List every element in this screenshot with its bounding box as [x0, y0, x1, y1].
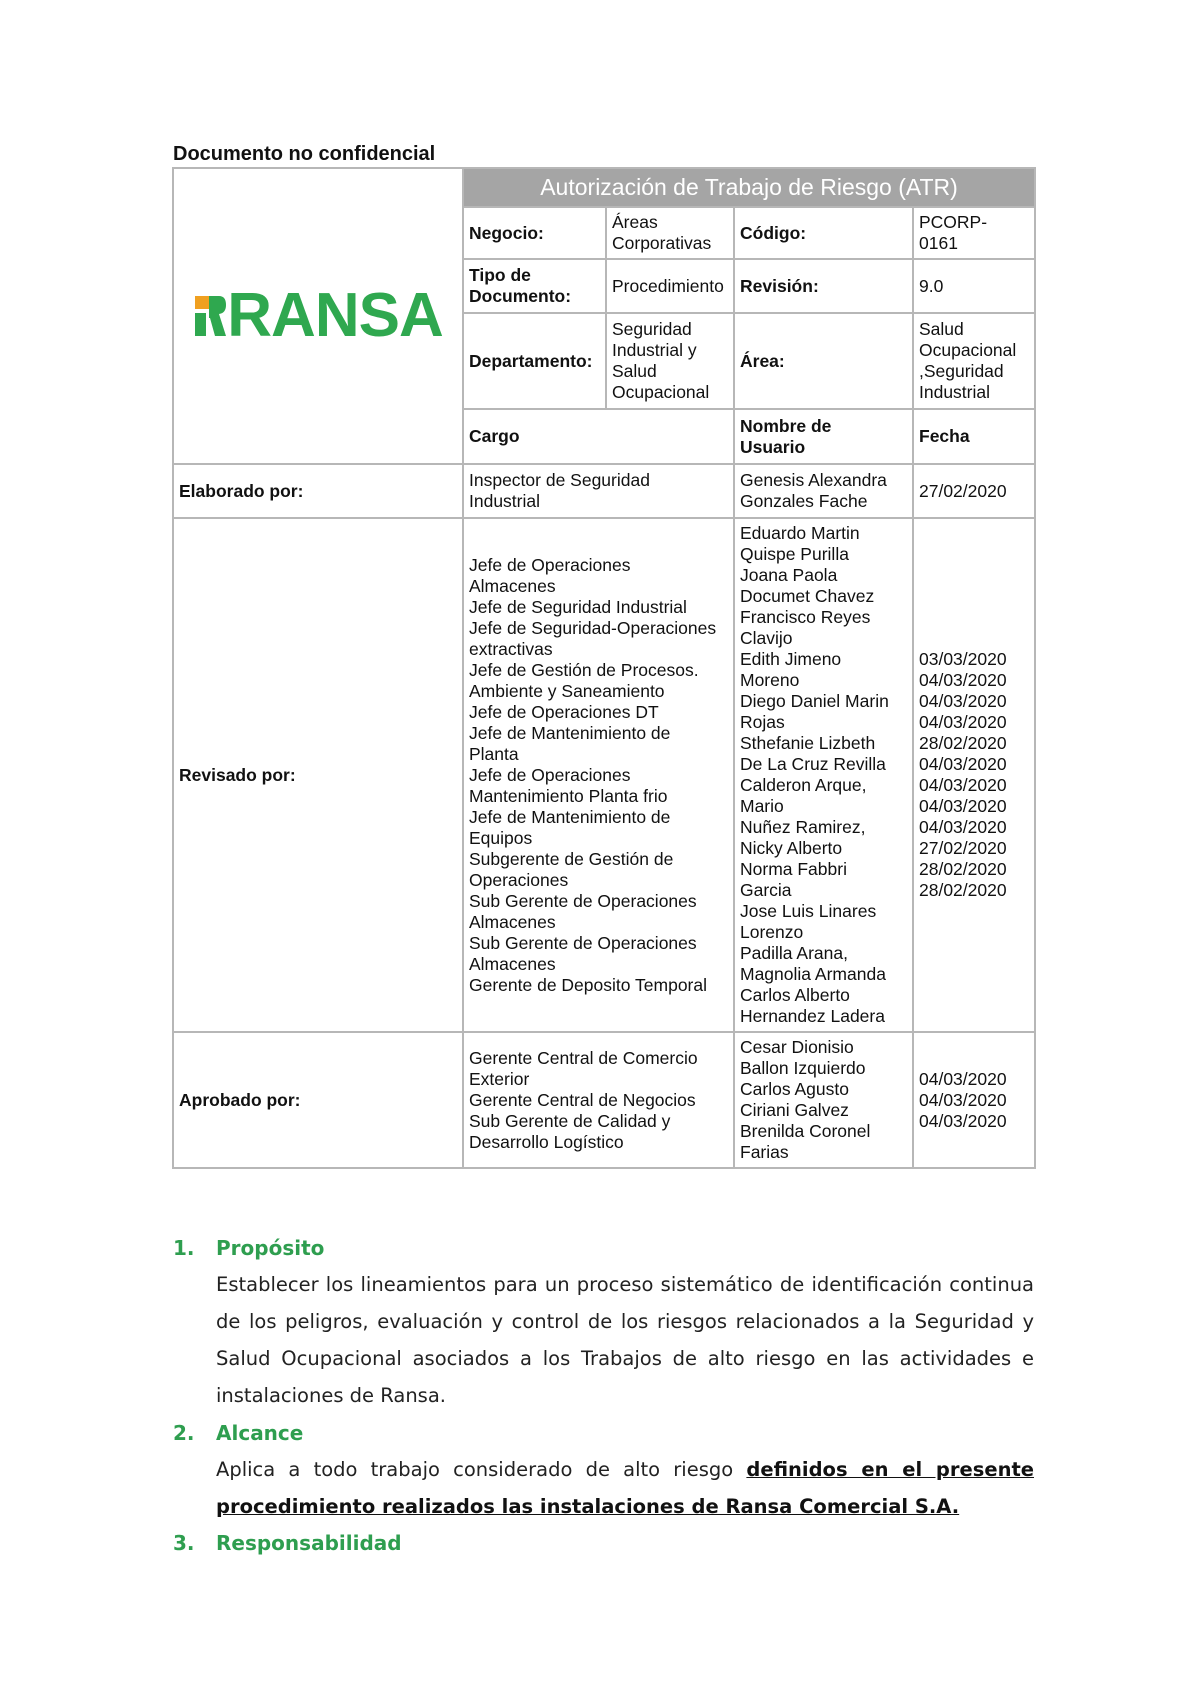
elaborado-label: Elaborado por:: [173, 464, 463, 518]
aprobado-cargo: [463, 1032, 734, 1168]
departamento-label: Departamento:: [463, 313, 606, 409]
section-heading-responsabilidad: [173, 1531, 402, 1555]
cell-line: 04/03/2020: [919, 670, 1007, 690]
cell-line: Hernandez Ladera: [740, 1006, 885, 1026]
cell-line: Ballon Izquierdo: [740, 1058, 866, 1078]
cell-line: 04/03/2020: [919, 1110, 1007, 1131]
cell-line: De La Cruz Revilla: [740, 754, 886, 774]
alcance-underlined-text: definidos en el presente procedimiento realizados las instalaciones de Ransa Comercial S.A.: [216, 1458, 1034, 1518]
cell-line: extractivas: [469, 638, 553, 659]
cell-line: Jefe de Seguridad Industrial: [469, 596, 687, 617]
cell-line: Lorenzo: [740, 922, 804, 942]
cell-line: Jefe de Seguridad-Operaciones: [469, 617, 717, 638]
cell-line: Garcia: [740, 880, 792, 900]
negocio-value: Áreas Corporativas: [606, 207, 734, 259]
cell-line: Ambiente y Saneamiento: [469, 680, 665, 701]
cell-line: 27/02/2020: [919, 838, 1007, 858]
cell-line: Jefe de Mantenimiento de: [469, 806, 671, 827]
codigo-label: Código:: [734, 207, 913, 259]
revisado-nombre: [734, 518, 913, 1032]
aprobado-nombre: [734, 1032, 913, 1168]
section-heading-alcance: [173, 1421, 303, 1445]
table-row-elaborado: [173, 464, 1035, 518]
cell-line: Farias: [740, 1142, 789, 1162]
cell-line: Jefe de Operaciones: [469, 554, 631, 575]
cell-line: Jefe de Gestión de Procesos.: [469, 659, 699, 680]
cell-line: Diego Daniel Marin: [740, 691, 889, 711]
revisado-cargo: [463, 518, 734, 1032]
revisado-label: Revisado por:: [173, 518, 463, 1032]
cell-line: Quispe Purilla: [740, 544, 849, 564]
cell-line: Equipos: [469, 827, 533, 848]
section-title: Responsabilidad: [216, 1531, 402, 1555]
cell-line: Eduardo Martin: [740, 523, 860, 543]
cell-line: Magnolia Armanda: [740, 964, 886, 984]
cell-line: Carlos Agusto: [740, 1079, 849, 1099]
cell-line: Clavijo: [740, 628, 793, 648]
proposito-paragraph: Establecer los lineamientos para un proceso sistemático de identificación continua de los peligros, evaluación y control de los riesgos relacionados a la Seguridad y Salud Ocupacional asociados a los Trabajos de alto riesgo en las actividades e instalaciones de Ransa.: [216, 1273, 1034, 1407]
aprobado-fecha: [913, 1032, 1035, 1168]
elaborado-fecha: 27/02/2020: [913, 464, 1035, 518]
cell-line: Rojas: [740, 712, 785, 732]
table-row-revisado: [173, 518, 1035, 1032]
cell-line: 04/03/2020: [919, 775, 1007, 795]
cell-line: 28/02/2020: [919, 880, 1007, 900]
cell-line: Sub Gerente de Calidad y: [469, 1110, 671, 1131]
cell-line: Gerente Central de Negocios: [469, 1089, 696, 1110]
cell-line: Mantenimiento Planta frio: [469, 785, 668, 806]
cell-line: 28/02/2020: [919, 859, 1007, 879]
cell-line: Nicky Alberto: [740, 838, 843, 858]
elaborado-nombre: Genesis Alexandra Gonzales Fache: [734, 464, 913, 518]
cell-line: Almacenes: [469, 953, 556, 974]
cell-line: Jefe de Mantenimiento de: [469, 722, 671, 743]
elaborado-cargo: Inspector de Seguridad Industrial: [463, 464, 734, 518]
aprobado-label: Aprobado por:: [173, 1032, 463, 1168]
tipo-documento-label: Tipo de Documento:: [463, 259, 606, 313]
document-header-table: [172, 167, 1036, 1169]
cell-line: Joana Paola: [740, 565, 838, 585]
revisado-fecha: [913, 518, 1035, 1032]
cell-line: 28/02/2020: [919, 733, 1007, 753]
cell-line: Planta: [469, 743, 519, 764]
departamento-value: Seguridad Industrial y Salud Ocupacional: [606, 313, 734, 409]
revision-label: Revisión:: [734, 259, 913, 313]
cell-line: 04/03/2020: [919, 1068, 1007, 1089]
table-row-aprobado: [173, 1032, 1035, 1168]
cell-line: Jefe de Operaciones DT: [469, 701, 659, 722]
cell-line: Calderon Arque,: [740, 775, 867, 795]
cell-line: Gerente de Deposito Temporal: [469, 974, 708, 995]
document-title: Autorización de Trabajo de Riesgo (ATR): [463, 168, 1035, 207]
section-title: Propósito: [216, 1236, 325, 1260]
area-label: Área:: [734, 313, 913, 409]
col-header-fecha: Fecha: [913, 409, 1035, 464]
cell-line: Gerente Central de Comercio: [469, 1047, 698, 1068]
cell-line: Sub Gerente de Operaciones: [469, 890, 697, 911]
revision-value: 9.0: [913, 259, 1035, 313]
ransa-logo-mark-icon: [193, 294, 227, 338]
section-heading-proposito: [173, 1236, 324, 1260]
section-title: Alcance: [216, 1421, 304, 1445]
alcance-paragraph: [216, 1451, 1034, 1525]
cell-line: Documet Chavez: [740, 586, 875, 606]
col-header-cargo: Cargo: [463, 409, 734, 464]
cell-line: Mario: [740, 796, 784, 816]
cell-line: Almacenes: [469, 911, 556, 932]
col-header-nombre: Nombre de Usuario: [734, 409, 913, 464]
cell-line: Subgerente de Gestión de: [469, 848, 674, 869]
cell-line: 04/03/2020: [919, 817, 1007, 837]
cell-line: Carlos Alberto: [740, 985, 850, 1005]
cell-line: 03/03/2020: [919, 649, 1007, 669]
negocio-label: Negocio:: [463, 207, 606, 259]
logo-cell: [173, 168, 463, 464]
cell-line: 04/03/2020: [919, 712, 1007, 732]
cell-line: Francisco Reyes: [740, 607, 871, 627]
cell-line: Almacenes: [469, 575, 556, 596]
cell-line: Cesar Dionisio: [740, 1037, 854, 1057]
section-number: 1.: [173, 1236, 195, 1260]
ransa-logo: [193, 281, 443, 350]
cell-line: Edith Jimeno: [740, 649, 842, 669]
cell-line: Norma Fabbri: [740, 859, 847, 879]
section-number: 2.: [173, 1421, 195, 1445]
section-number: 3.: [173, 1531, 195, 1555]
confidentiality-label: Documento no confidencial: [173, 143, 436, 165]
cell-line: Jefe de Operaciones: [469, 764, 631, 785]
codigo-value: PCORP- 0161: [913, 207, 1035, 259]
cell-line: Padilla Arana,: [740, 943, 848, 963]
cell-line: Jose Luis Linares: [740, 901, 877, 921]
cell-line: Brenilda Coronel: [740, 1121, 871, 1141]
cell-line: 04/03/2020: [919, 754, 1007, 774]
alcance-text: Aplica a todo trabajo considerado de alto riesgo: [216, 1458, 747, 1481]
cell-line: Operaciones: [469, 869, 569, 890]
area-value: Salud Ocupacional ,Seguridad Industrial: [913, 313, 1035, 409]
cell-line: 04/03/2020: [919, 691, 1007, 711]
cell-line: Ciriani Galvez: [740, 1100, 849, 1120]
cell-line: 04/03/2020: [919, 796, 1007, 816]
tipo-documento-value: Procedimiento: [606, 259, 734, 313]
cell-line: Sthefanie Lizbeth: [740, 733, 876, 753]
cell-line: Sub Gerente de Operaciones: [469, 932, 697, 953]
logo-text: RANSA: [227, 281, 443, 350]
cell-line: Nuñez Ramirez,: [740, 817, 866, 837]
cell-line: Exterior: [469, 1068, 530, 1089]
cell-line: Desarrollo Logístico: [469, 1131, 624, 1152]
cell-line: Moreno: [740, 670, 800, 690]
cell-line: 04/03/2020: [919, 1089, 1007, 1110]
